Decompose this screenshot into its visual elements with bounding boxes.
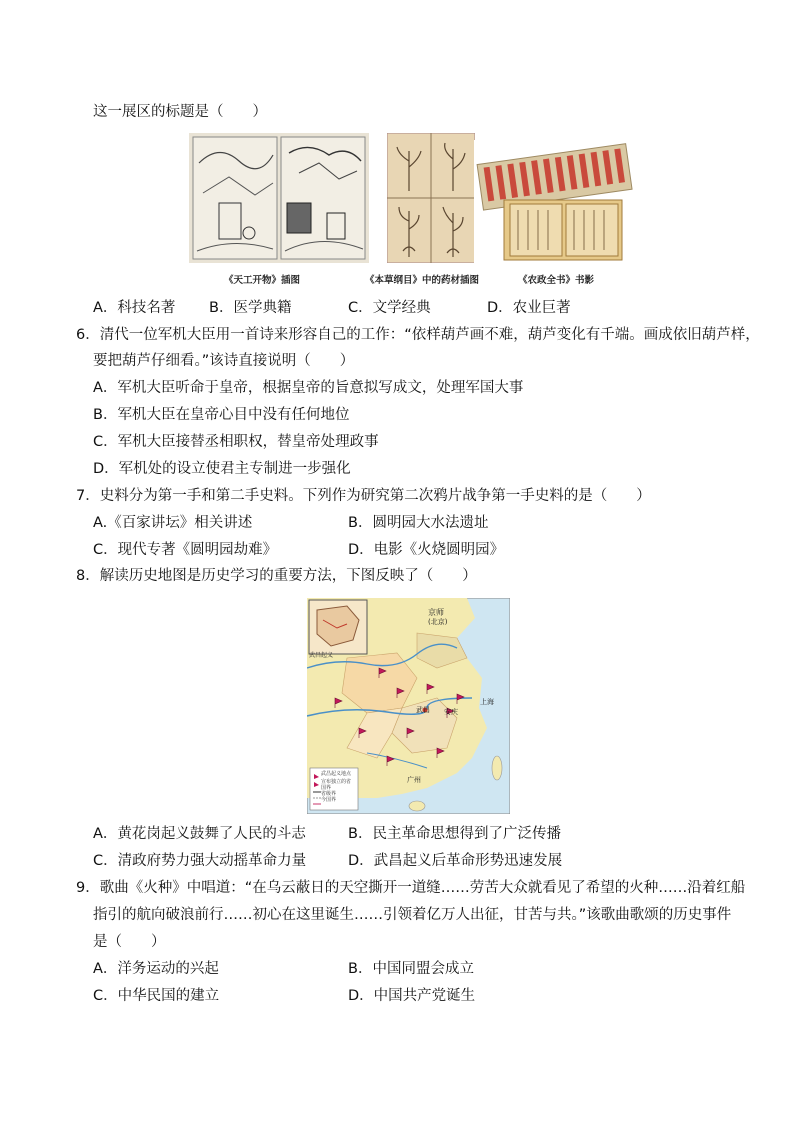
- q5-option-d[interactable]: D．农业巨著: [487, 300, 571, 316]
- q5-option-c[interactable]: C．文学经典: [348, 300, 431, 316]
- map-legend-item: 武昌起义地点: [321, 771, 352, 777]
- q9-stem-line1: 9．歌曲《火种》中唱道：“在乌云蔽日的天空撕开一道缝……劳苦大众就看见了希望的火种……沿着红船: [76, 880, 746, 896]
- map-label-wuchang: 武昌: [416, 706, 430, 714]
- map-label-shanghai: 上海: [480, 698, 494, 706]
- q7-option-d[interactable]: D．电影《火烧圆明园》: [348, 542, 505, 558]
- map-inset-label: 武昌起义: [309, 652, 334, 659]
- q8-stem: 8．解读历史地图是历史学习的重要方法，下图反映了（ ）: [76, 568, 477, 584]
- map-label-capital: 京师: [428, 608, 444, 617]
- map-label-anqing: 安庆: [444, 708, 458, 716]
- q5-stem-tail: 这一展区的标题是（ ）: [93, 104, 267, 120]
- map-legend-item: 国界: [321, 785, 332, 791]
- q9-option-d[interactable]: D．中国共产党诞生: [348, 988, 476, 1004]
- q9-stem-line3: 是（ ）: [93, 934, 166, 950]
- map-legend: [321, 771, 351, 803]
- map-label-beijing: (北京): [428, 618, 448, 626]
- nongzheng-quanshu-book-image: [474, 140, 636, 264]
- map-legend-item: 今国界: [321, 797, 337, 803]
- q9-option-b[interactable]: B．中国同盟会成立: [348, 961, 474, 977]
- q9-option-c[interactable]: C．中华民国的建立: [93, 988, 220, 1004]
- q8-option-d[interactable]: D．武昌起义后革命形势迅速发展: [348, 853, 563, 869]
- map-label-guangzhou: 广州: [407, 776, 421, 784]
- caption-nongzheng-quanshu: 《农政全书》书影: [518, 275, 595, 286]
- map-legend-item: 省级界: [321, 791, 337, 797]
- q7-stem: 7．史料分为第一手和第二手史料。下列作为研究第二次鸦片战争第一手史料的是（ ）: [76, 488, 651, 504]
- q6-stem-line2: 要把葫芦仔细看。”该诗直接说明（ ）: [93, 353, 355, 369]
- q8-option-b[interactable]: B．民主革命思想得到了广泛传播: [348, 826, 561, 842]
- map-legend-item: 宣布独立的省: [321, 779, 352, 785]
- q8-option-a[interactable]: A．黄花岗起义鼓舞了人民的斗志: [93, 826, 306, 842]
- q7-option-a[interactable]: A.《百家讲坛》相关讲述: [93, 515, 253, 531]
- caption-bencao-gangmu: 《本草纲目》中的药材插图: [365, 275, 480, 286]
- q8-option-c[interactable]: C．清政府势力强大动摇革命力量: [93, 853, 307, 869]
- tiangong-kaiwu-illustration: [189, 133, 369, 263]
- q7-option-b[interactable]: B．圆明园大水法遗址: [348, 515, 489, 531]
- q6-option-b[interactable]: B．军机大臣在皇帝心目中没有任何地位: [93, 407, 350, 423]
- caption-tiangong-kaiwu: 《天工开物》插图: [224, 275, 301, 286]
- q5-option-b[interactable]: B．医学典籍: [209, 300, 292, 316]
- q6-option-d[interactable]: D．军机处的设立使君主专制进一步强化: [93, 461, 351, 477]
- q7-option-c[interactable]: C．现代专著《圆明园劫难》: [93, 542, 278, 558]
- q9-stem-line2: 指引的航向破浪前行……初心在这里诞生……引领着亿万人出征，甘苦与共。”该歌曲歌颂的历史事件: [93, 907, 732, 923]
- q6-option-a[interactable]: A．军机大臣听命于皇帝，根据皇帝的旨意拟写成文，处理军国大事: [93, 380, 524, 396]
- q5-option-a[interactable]: A．科技名著: [93, 300, 176, 316]
- q9-option-a[interactable]: A．洋务运动的兴起: [93, 961, 219, 977]
- q6-option-c[interactable]: C．军机大臣接替丞相职权，替皇帝处理政事: [93, 434, 379, 450]
- q6-stem-line1: 6．清代一位军机大臣用一首诗来形容自己的工作：“依样葫芦画不难，葫芦变化有千端。画成依旧葫芦样，: [76, 327, 760, 343]
- bencao-gangmu-illustration: [387, 133, 475, 263]
